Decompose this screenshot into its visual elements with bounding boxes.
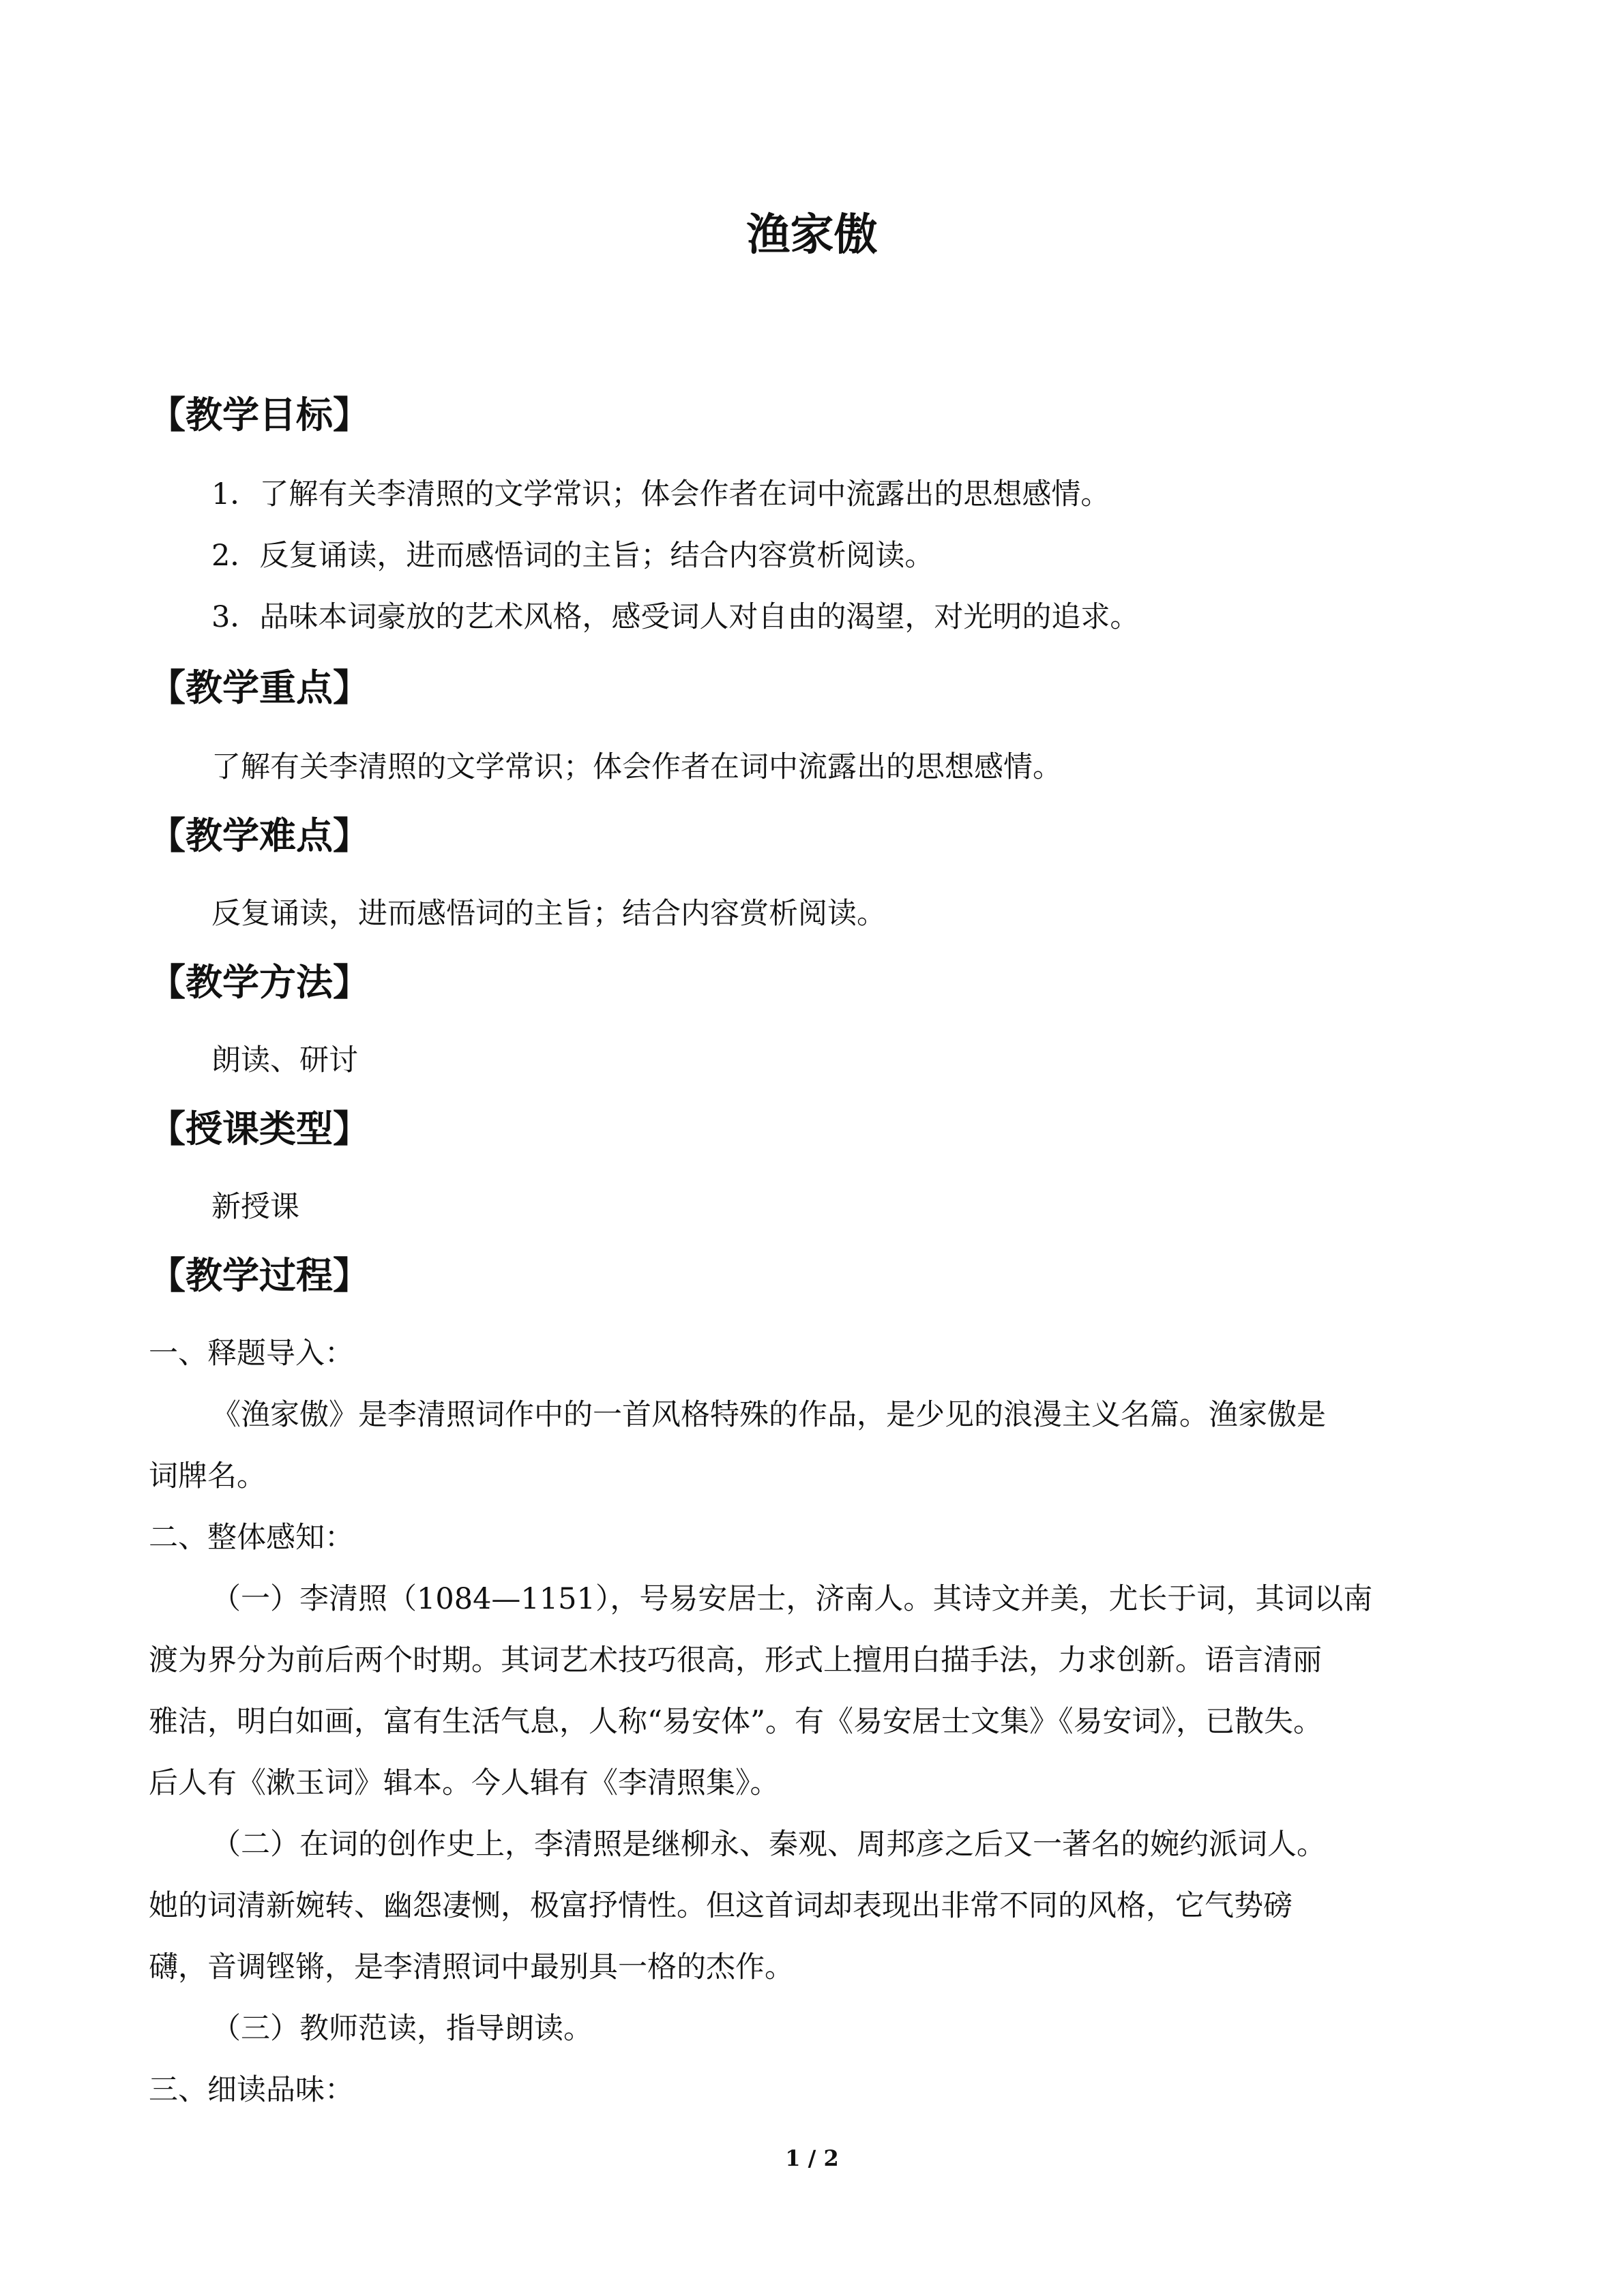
process-part2-p2-line-1: （二）在词的创作史上，李清照是继柳永、秦观、周邦彦之后又一著名的婉约派词人。 xyxy=(211,1828,1326,1862)
section-heading-process: 【教学过程】 xyxy=(149,1253,370,1297)
lesson-type-text: 新授课 xyxy=(211,1190,299,1224)
process-part2-p1-line-4: 后人有《漱玉词》辑本。今人辑有《李清照集》。 xyxy=(149,1766,780,1800)
process-part2-p1-line-3: 雅洁，明白如画，富有生活气息，人称“易安体”。有《易安居士文集》《易安词》，已散失。 xyxy=(149,1705,1323,1739)
methods-text: 朗读、研讨 xyxy=(211,1043,358,1077)
process-part3-title: 三、细读品味： xyxy=(149,2073,354,2107)
process-part2-p3: （三）教师范读，指导朗读。 xyxy=(211,2012,593,2046)
process-part2-p2-line-3: 礴，音调铿锵，是李清照词中最别具一格的杰作。 xyxy=(149,1950,794,1984)
objective-item-2: 2．反复诵读，进而感悟词的主旨；结合内容赏析阅读。 xyxy=(211,539,934,573)
process-part1-title: 一、释题导入： xyxy=(149,1337,354,1371)
document-title: 渔家傲 xyxy=(746,209,878,260)
section-heading-key-points: 【教学重点】 xyxy=(149,666,370,709)
objective-item-3: 3．品味本词豪放的艺术风格，感受词人对自由的渴望，对光明的追求。 xyxy=(211,600,1140,634)
process-part2-p1-line-1: （一）李清照（1084—1151），号易安居士，济南人。其诗文并美，尤长于词，其词以南 xyxy=(211,1582,1373,1616)
key-points-text: 了解有关李清照的文学常识；体会作者在词中流露出的思想感情。 xyxy=(211,750,1062,784)
process-part2-title: 二、整体感知： xyxy=(149,1521,354,1555)
objective-item-1: 1．了解有关李清照的文学常识；体会作者在词中流露出的思想感情。 xyxy=(211,477,1110,511)
section-heading-methods: 【教学方法】 xyxy=(149,960,370,1004)
difficulties-text: 反复诵读，进而感悟词的主旨；结合内容赏析阅读。 xyxy=(211,897,886,931)
page-indicator: 1 / 2 xyxy=(785,2145,839,2171)
process-part2-p2-line-2: 她的词清新婉转、幽怨凄恻，极富抒情性。但这首词却表现出非常不同的风格，它气势磅 xyxy=(149,1889,1293,1923)
section-heading-objectives: 【教学目标】 xyxy=(149,393,370,436)
process-part2-p1-line-2: 渡为界分为前后两个时期。其词艺术技巧很高，形式上擅用白描手法，力求创新。语言清丽 xyxy=(149,1643,1322,1678)
section-heading-difficulties: 【教学难点】 xyxy=(149,814,370,857)
section-heading-lesson-type: 【授课类型】 xyxy=(149,1107,370,1150)
process-part1-line-1: 《渔家傲》是李清照词作中的一首风格特殊的作品，是少见的浪漫主义名篇。渔家傲是 xyxy=(211,1398,1326,1432)
process-part1-line-2: 词牌名。 xyxy=(149,1459,266,1493)
